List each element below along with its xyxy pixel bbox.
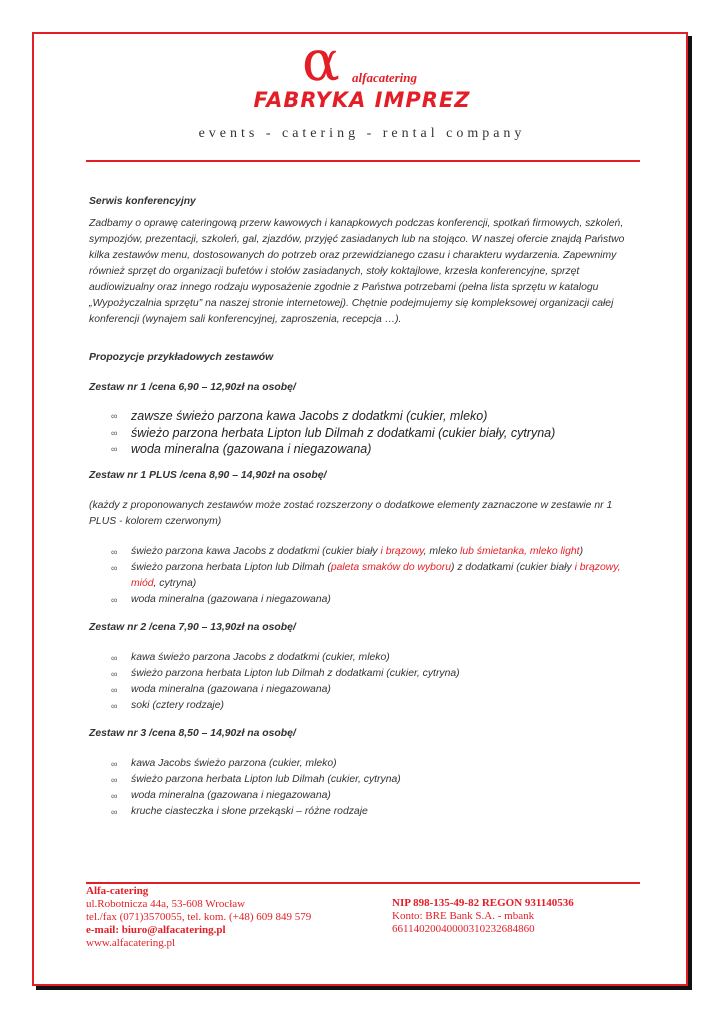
list-item: ∞ soki (cztery rodzaje) xyxy=(111,698,629,714)
set1-list xyxy=(89,408,629,458)
tagline: events - catering - rental company xyxy=(198,126,526,141)
list-item: ∞ świeżo parzona herbata Lipton lub Dilmah z dodatkami (cukier, cytryna) xyxy=(111,666,629,682)
list-item: ∞ świeżo parzona herbata Lipton lub Dilmah z dodatkami (cukier biały, cytryna) xyxy=(111,425,629,442)
footer-email[interactable]: e-mail: biuro@alfacatering.pl xyxy=(86,924,226,936)
list-item: ∞ woda mineralna (gazowana i niegazowana) xyxy=(111,592,629,608)
list-item: ∞ świeżo parzona kawa Jacobs z dodatkmi (cukier biały i brązowy, mleko lub śmietanka, mleko light) xyxy=(111,544,629,560)
list-item: ∞ kawa świeżo parzona Jacobs z dodatkmi (cukier, mleko) xyxy=(111,650,629,666)
set1plus-note: (każdy z proponowanych zestawów może zostać rozszerzony o dodatkowe elementy zaznaczone w zestawie nr 1 PLUS - kolorem czerwonym) xyxy=(89,499,613,527)
list-item: ∞ świeżo parzona herbata Lipton lub Dilmah (paleta smaków do wyboru) z dodatkami (cukier biały i brązowy, miód, cytryna) xyxy=(111,560,629,592)
section-title: Serwis konferencyjny xyxy=(89,196,196,207)
footer-divider xyxy=(86,882,640,884)
set2-list xyxy=(89,650,629,714)
footer-nip-regon: NIP 898-135-49-82 REGON 931140536 xyxy=(392,897,574,909)
footer-phone: tel./fax (071)3570055, tel. kom. (+48) 609 849 579 xyxy=(86,911,312,923)
section-body: Zadbamy o oprawę cateringową przerw kawowych i kanapkowych podczas konferencji, spotkań firmowych, szkoleń, sympozjów, prezentacji, szkoleń, gal, zjazdów, przyjęć zasiadanych lub na stojąco. W naszej ofercie znajdą Państwo kilka zestawów menu, dostosowanych do potrzeb oraz przewidzianego czasu i charakteru wydarzenia. Zapewnimy również sprzęt do organizacji bufetów i stołów zasiadanych, stoły koktajlowe, krzesła konferencyjne, sprzęt audiowizualny oraz innego rodzaju wyposażenie zgodnie z Państwa potrzebami (pełna lista sprzętu w katalogu „Wypożyczalnia sprzętu” na naszej stronie internetowej). Chętnie podejmujemy się kompleksowej organizacji całej konferencji (wynajem sali konferencyjnej, zaproszenia, recepcja …). xyxy=(89,218,625,325)
footer-contact xyxy=(86,885,386,950)
proposals-title: Propozycje przykładowych zestawów xyxy=(89,352,274,363)
main-content xyxy=(89,194,629,820)
footer-address: ul.Robotnicza 44a, 53-608 Wrocław xyxy=(86,898,246,910)
list-item: ∞ świeżo parzona herbata Lipton lub Dilmah (cukier, cytryna) xyxy=(111,772,629,788)
list-item: ∞ kawa Jacobs świeżo parzona (cukier, mleko) xyxy=(111,756,629,772)
footer-account: 66114020040000310232684860 xyxy=(392,923,535,935)
set2-title: Zestaw nr 2 /cena 7,90 – 13,90zł na osobę/ xyxy=(89,621,296,633)
footer-company: Alfa-catering xyxy=(86,885,149,897)
list-item: ∞ zawsze świeżo parzona kawa Jacobs z dodatkmi (cukier, mleko) xyxy=(111,408,629,425)
list-item: ∞ woda mineralna (gazowana i niegazowana) xyxy=(111,788,629,804)
footer-company-ids xyxy=(392,897,652,936)
list-item: ∞ woda mineralna (gazowana i niegazowana) xyxy=(111,682,629,698)
set3-title: Zestaw nr 3 /cena 8,50 – 14,90zł na osobę/ xyxy=(89,727,296,739)
brand-title: FABRYKA IMPREZ xyxy=(253,88,471,112)
alpha-logo-icon: α xyxy=(302,29,340,94)
set3-list xyxy=(89,756,629,820)
set1-title: Zestaw nr 1 /cena 6,90 – 12,90zł na osobę/ xyxy=(89,382,296,393)
set1plus-list xyxy=(89,544,629,608)
footer-bank: Konto: BRE Bank S.A. - mbank xyxy=(392,910,535,922)
list-item: ∞ kruche ciasteczka i słone przekąski – różne rodzaje xyxy=(111,804,629,820)
set1plus-title: Zestaw nr 1 PLUS /cena 8,90 – 14,90zł na osobę/ xyxy=(89,469,327,481)
logo-small-text: alfacatering xyxy=(352,70,417,85)
footer-www[interactable]: www.alfacatering.pl xyxy=(86,937,176,949)
list-item: ∞ woda mineralna (gazowana i niegazowana) xyxy=(111,441,629,458)
header-divider xyxy=(86,160,640,162)
